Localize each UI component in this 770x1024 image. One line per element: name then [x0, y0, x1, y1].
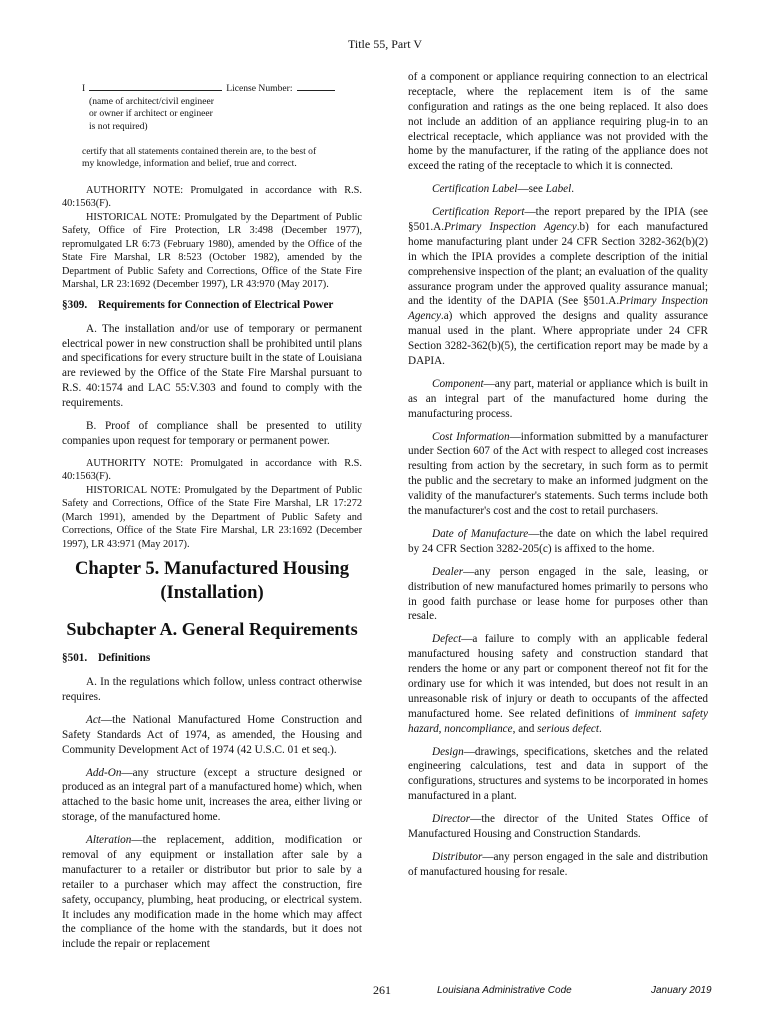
section-309-paragraph-a: A. The installation and/or use of temporary or permanent electrical power in new construction shall be prohibited until plans and specifications for every structure built in the state of Louisiana are reviewed by the Office of the State Fire Marshal pursuant to R.S. 40:1574 and LAC 55:V.303 and found to comply with the requirements. [62, 322, 362, 410]
definition-component [408, 377, 708, 422]
term: Design [432, 745, 464, 758]
cross-reference: Primary Inspection Agency [408, 295, 708, 323]
definition-text: .a) which approved the designs and quality assurance manual used in the plant. Where appropriate under 24 CFR Section 3282-362(b)(5), the certification report may be made by a DAPIA. [408, 310, 708, 368]
cross-reference: noncompliance [444, 722, 513, 735]
definition-text: , [438, 722, 445, 735]
license-number-blank-field [297, 80, 335, 91]
cross-reference: imminent safety hazard [408, 707, 708, 735]
definition-text: —the date on which the label required by 24 CFR Section 3282-205(c) is affixed to the home. [408, 527, 709, 555]
license-number-label: License Number: [226, 83, 293, 94]
section-title: Requirements for Connection of Electrical Power [98, 298, 334, 311]
certification-form [82, 80, 362, 171]
certification-statement [82, 146, 362, 171]
section-501-heading [62, 651, 362, 666]
definition-text: —drawings, specifications, sketches and the related engineering calculations, test and data in support of the configurations, structures and systems to be incorporated in homes manufactured in a plant. [408, 745, 708, 803]
publication-name: Louisiana Administrative Code [437, 985, 572, 996]
definition-text: —any person engaged in the sale, leasing, or distribution of new manufactured homes primarily to persons who in good faith purchase or lease home for purposes other than resale. [408, 565, 708, 623]
definition-text: , and [512, 722, 538, 735]
definition-add-on [62, 766, 362, 826]
authority-note: AUTHORITY NOTE: Promulgated in accordance with R.S. 40:1563(F). [62, 457, 362, 483]
page-footer [0, 983, 770, 999]
cross-reference: Label [545, 183, 572, 196]
chapter-title-line: (Installation) [160, 582, 264, 604]
definition-text: —information submitted by a manufacturer under Section 607 of the Act with respect to alleged cost increases resulting from action by the secretary, in such form as to permit the public and the secretary to make an informed judgment on the validity of the manufacturer's statements. Such terms include both the manufacturer's cost and the cost to retail purchasers. [408, 430, 708, 518]
term: Certification Report [432, 206, 525, 219]
definition-text: —see [517, 183, 546, 196]
authority-note: AUTHORITY NOTE: Promulgated in accordance with R.S. 40:1563(F). [62, 184, 362, 210]
publication-date: January 2019 [651, 985, 712, 996]
name-note-line: (name of architect/civil engineer [89, 95, 214, 107]
cross-reference: Primary Inspection Agency [444, 221, 577, 234]
section-title: Definitions [98, 652, 151, 665]
term: Date of Manufacture [432, 527, 529, 540]
term: Add-On [86, 766, 122, 779]
certification-name-note [89, 96, 362, 134]
definition-text: —any structure (except a structure designed or produced as an integral part of a manufactured home) which, when attached to the basic home unit, increases the area, either living or storage, of the manufactured home. [62, 766, 362, 824]
definition-text: . [599, 722, 602, 735]
definition-defect [408, 632, 708, 736]
definition-certification-report [408, 205, 708, 369]
definition-text: —the report prepared by the IPIA (see §501.A. [408, 206, 708, 234]
definition-distributor [408, 850, 708, 880]
name-note-line: or owner if architect or engineer [89, 108, 213, 120]
name-blank-field [89, 80, 222, 91]
term: Act [86, 713, 101, 726]
definition-text: —the National Manufactured Home Construction and Safety Standards Act of 1974, as amended, the Housing and Community Development Act of 1974 (42 U.S.C. 01 et seq.). [62, 713, 362, 756]
name-note-line: is not required) [89, 120, 148, 132]
notes-309 [62, 457, 362, 551]
definitions-intro: A. In the regulations which follow, unless contract otherwise requires. [62, 676, 362, 703]
chapter-title-line: Chapter 5. Manufactured Housing [74, 558, 350, 580]
historical-note: HISTORICAL NOTE: Promulgated by the Department of Public Safety and Corrections, Office of the State Fire Marshal, LR 17:272 (March 1991), amended by the Department of Public Safety and Corrections, Office of the State Fire Marshal, LR 23:1692 (December 1997), LR 43:971 (May 2017). [62, 484, 362, 550]
definition-date-of-manufacture [408, 527, 708, 557]
definition-text: . [571, 183, 575, 196]
definition-text: —any part, material or appliance which is built in as an integral part of the manufactured home during the manufacturing process. [408, 377, 708, 420]
definition-director [408, 812, 708, 842]
subchapter-title: Subchapter A. General Requirements [66, 618, 358, 639]
notes-303 [62, 184, 362, 292]
section-number: §501. [62, 652, 88, 665]
term: Defect [432, 633, 462, 646]
section-number: §309. [62, 298, 88, 311]
chapter-title [62, 557, 362, 605]
term: Distributor [432, 850, 483, 863]
term: Dealer [432, 565, 464, 578]
left-column [62, 70, 362, 960]
term: Certification Label [432, 183, 518, 196]
definition-certification-label [408, 182, 708, 197]
term: Alteration [86, 834, 132, 847]
section-309-heading [62, 298, 362, 313]
definition-cost-information [408, 430, 708, 519]
statement-line: certify that all statements contained therein are, to the best of [82, 145, 317, 157]
definition-design [408, 745, 708, 805]
right-column [408, 70, 708, 888]
term: Director [432, 813, 471, 826]
statement-line: my knowledge, information and belief, true and correct. [82, 158, 297, 170]
running-head: Title 55, Part V [347, 37, 422, 51]
definition-text: —a failure to comply with an applicable federal manufactured housing safety and construction standard that renders the home or any part or component thereof not fit for the ordinary use for which it was intended, but does not result in an unreasonable risk of injury or death to occupants of the affected manufactured home. See related definitions of [408, 633, 708, 720]
certification-name-line [82, 80, 362, 96]
section-309-paragraph-b: B. Proof of compliance shall be presented to utility companies upon request for temporary or permanent power. [62, 420, 362, 447]
definition-text: .b) for each manufactured home manufacturing plant under 24 CFR Section 3282-362(b)(2) in which the IPIA provides a complete description of the initial comprehensive inspection of the plant; an evaluation of the quality assurance program under the approved quality assurance manual; and the identity of the DAPIA (See §501.A. [408, 221, 709, 308]
term: Cost Information [432, 430, 510, 443]
cross-reference: serious defect [537, 722, 599, 735]
certification-i: I [82, 83, 86, 94]
definition-text: —the replacement, addition, modification or removal of any equipment or installation after sale by a manufacturer to a retailer or distributor but prior to sale by a retailer to a purchaser which may affect the construction, fire safety, occupancy, plumbing, heat producing, or electrical system. It includes any modification made in the home which may affect the compliance of the home with the standards, but it does not include the repair or replacement [62, 834, 362, 951]
term: Component [432, 377, 484, 390]
definition-alteration-continued: of a component or appliance requiring connection to an electrical receptacle, where the replacement item is of the same configuration and ratings as the one being replaced. It also does not include an addition of an appliance requiring plug-in to an electrical receptacle, which appliance was not provided with the home by the manufacturer, if the rating of the appliance does not exceed the rating of the receptacle to which it is connected. [408, 71, 708, 173]
page-number: 261 [373, 983, 391, 997]
historical-note: HISTORICAL NOTE: Promulgated by the Department of Public Safety, Office of Fire Protection, LR 3:498 (December 1977), repromulgated LR 6:73 (February 1980), amended by the Office of the State Fire Marshal, LR 8:523 (October 1982), amended by the Department of Public Safety and Corrections, Office of the State Fire Marshal, LR 23:1692 (December 1997), LR 43:970 (May 2017). [62, 211, 362, 291]
definition-act [62, 713, 362, 758]
definition-text: —the director of the United States Office of Manufactured Housing and Construction Standards. [408, 813, 708, 840]
definition-alteration [62, 833, 362, 952]
definition-text: —any person engaged in the sale and distribution of manufactured housing for resale. [408, 850, 708, 878]
definition-dealer [408, 565, 708, 625]
